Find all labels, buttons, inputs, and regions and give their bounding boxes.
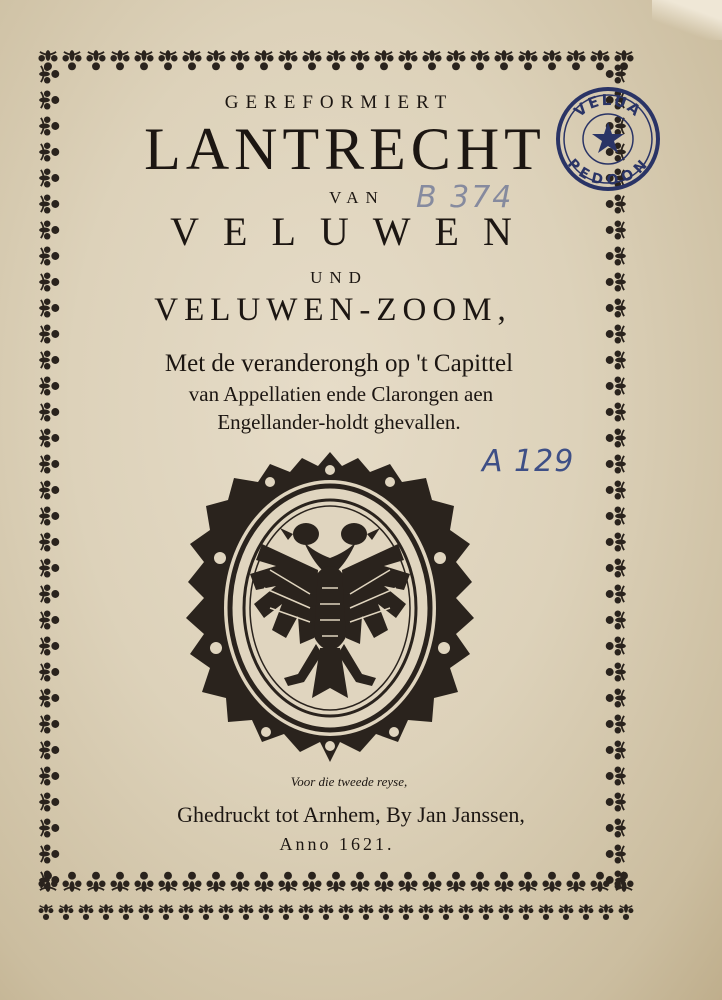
title-veluwen: VELUWEN (170, 209, 536, 254)
title-van: VAN (329, 188, 385, 207)
title-gereformiert: GEREFORMIERT (224, 92, 454, 113)
stamp-text-top: VELUA (570, 90, 646, 121)
shelfmark-faded: B 374 (416, 180, 514, 215)
imprint-line: Ghedruckt tot Arnhem, By Jan Janssen, (177, 802, 525, 827)
subtitle-line-1: Met de veranderongh op 't Capittel (164, 350, 514, 377)
stamp-text-bottom: PEDOON (564, 155, 652, 190)
imprint-year: Anno 1621. (279, 834, 395, 854)
ornamental-border-bottom (34, 868, 634, 930)
title-und: UND (310, 268, 368, 287)
ornamental-border-top (34, 44, 634, 76)
edition-note: Voor die tweede reyse, (290, 774, 408, 789)
shelfmark-handwritten: A 129 (482, 444, 575, 479)
title-veluwen-zoom: VELUWEN-ZOOM, (154, 292, 512, 328)
ornamental-border-left (30, 60, 68, 890)
subtitle-line-3: Engellander-holdt ghevallen. (217, 410, 461, 434)
library-stamp (553, 84, 663, 194)
stamp-star-icon (592, 122, 624, 153)
subtitle-line-2: van Appellatien ende Clarongen aen (188, 382, 494, 406)
double-headed-eagle-emblem (180, 448, 480, 766)
title-lantrecht: LANTRECHT (144, 116, 546, 182)
svg-text:PEDOON (564, 156, 652, 189)
torn-corner (652, 0, 722, 40)
